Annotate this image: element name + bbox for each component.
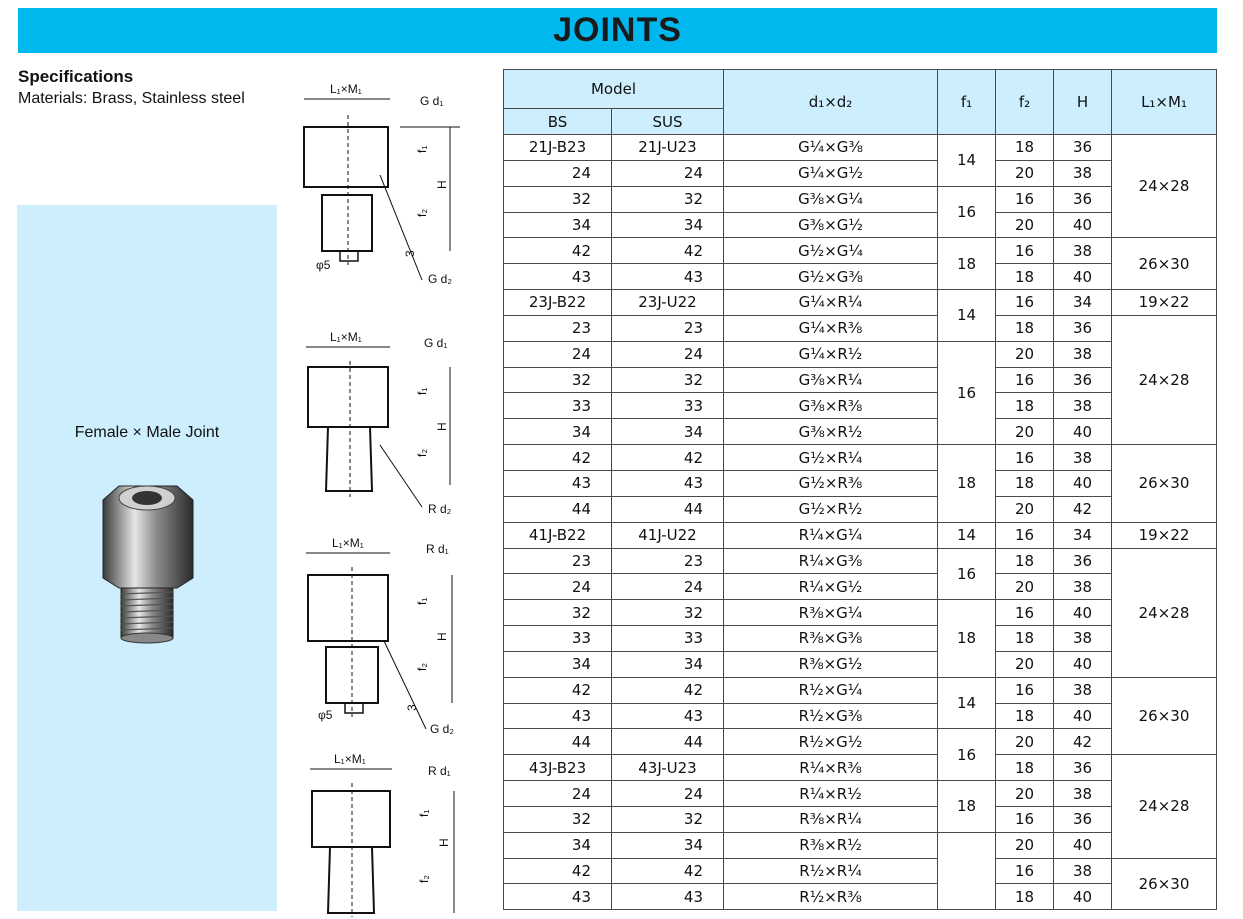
cell-f2: 16 — [996, 238, 1054, 264]
cell-d1d2: R¼×G⅜ — [724, 548, 938, 574]
cell-h: 38 — [1054, 574, 1112, 600]
cell-lm: 26×30 — [1112, 858, 1217, 910]
cell-bs: 43 — [504, 264, 612, 290]
cell-bs: 23 — [504, 315, 612, 341]
cell-h: 36 — [1054, 367, 1112, 393]
table-row — [504, 626, 1217, 652]
cell-d1d2: R½×R¼ — [724, 858, 938, 884]
cell-d1d2: G½×R½ — [724, 496, 938, 522]
cell-d1d2: G⅜×G¼ — [724, 186, 938, 212]
table-row — [504, 600, 1217, 626]
cell-f1: 16 — [938, 548, 996, 600]
cell-h: 34 — [1054, 522, 1112, 548]
table-row — [504, 212, 1217, 238]
cell-bs: 42 — [504, 677, 612, 703]
table-row — [504, 290, 1217, 316]
cell-sus: 43 — [612, 470, 724, 496]
header-bs: BS — [504, 109, 612, 135]
cell-lm: 24×28 — [1112, 755, 1217, 858]
cell-sus: 34 — [612, 419, 724, 445]
cell-bs: 33 — [504, 393, 612, 419]
cell-sus: 43 — [612, 884, 724, 910]
cell-sus: 24 — [612, 574, 724, 600]
header-d1d2: d₁×d₂ — [724, 70, 938, 135]
cell-sus: 42 — [612, 238, 724, 264]
header-lm: L₁×M₁ — [1112, 70, 1217, 135]
cell-d1d2: R⅜×G½ — [724, 651, 938, 677]
cell-d1d2: G⅜×G½ — [724, 212, 938, 238]
cell-f2: 18 — [996, 755, 1054, 781]
cell-f1: 18 — [938, 445, 996, 523]
table-row — [504, 858, 1217, 884]
cell-sus: 43 — [612, 264, 724, 290]
cell-d1d2: R½×G¼ — [724, 677, 938, 703]
cell-f2: 18 — [996, 548, 1054, 574]
cell-f1: 18 — [938, 781, 996, 833]
dim-f1-label-4: f₁ — [417, 809, 431, 817]
table-row — [504, 445, 1217, 471]
cell-lm: 19×22 — [1112, 290, 1217, 316]
cell-bs: 34 — [504, 212, 612, 238]
cell-sus: 33 — [612, 626, 724, 652]
cell-bs: 32 — [504, 600, 612, 626]
dim-h-label-2: H — [435, 422, 449, 431]
cell-f2: 18 — [996, 884, 1054, 910]
table-row — [504, 160, 1217, 186]
table-row — [504, 729, 1217, 755]
cell-lm: 24×28 — [1112, 135, 1217, 238]
cell-bs: 34 — [504, 419, 612, 445]
dim-gd1-label: G d₁ — [420, 94, 444, 108]
cell-sus: 32 — [612, 367, 724, 393]
cell-f2: 20 — [996, 781, 1054, 807]
header-model: Model — [504, 70, 724, 109]
table-row — [504, 781, 1217, 807]
cell-h: 38 — [1054, 393, 1112, 419]
cell-h: 42 — [1054, 496, 1112, 522]
dim-h-label-4: H — [437, 838, 451, 847]
cell-bs: 32 — [504, 806, 612, 832]
cell-sus: 44 — [612, 496, 724, 522]
cell-d1d2: R⅜×R¼ — [724, 806, 938, 832]
cell-f2: 20 — [996, 651, 1054, 677]
table-row — [504, 651, 1217, 677]
cell-bs: 42 — [504, 238, 612, 264]
cell-bs: 32 — [504, 367, 612, 393]
cell-f1: 14 — [938, 522, 996, 548]
dim-rd1-label-4: R d₁ — [428, 764, 451, 778]
cell-f2: 20 — [996, 419, 1054, 445]
dim-f2-label-3: f₂ — [415, 663, 429, 671]
cell-d1d2: G¼×R½ — [724, 341, 938, 367]
dim-f1-label-3: f₁ — [415, 597, 429, 605]
cell-f1: 18 — [938, 600, 996, 678]
joint-photo-icon — [97, 480, 197, 650]
cell-h: 40 — [1054, 600, 1112, 626]
cell-sus: 34 — [612, 212, 724, 238]
cell-sus: 21J-U23 — [612, 135, 724, 161]
dim-3-label-3: 3 — [405, 704, 419, 711]
header-f1: f₁ — [938, 70, 996, 135]
cell-lm: 24×28 — [1112, 315, 1217, 444]
cell-d1d2: G½×R⅜ — [724, 470, 938, 496]
cell-sus: 32 — [612, 600, 724, 626]
cell-bs: 33 — [504, 626, 612, 652]
table-row — [504, 884, 1217, 910]
cell-f1 — [938, 832, 996, 910]
materials-text: Materials: Brass, Stainless steel — [18, 90, 245, 107]
dim-phi-label-3: φ5 — [318, 708, 333, 722]
cell-bs: 43J-B23 — [504, 755, 612, 781]
cell-bs: 34 — [504, 651, 612, 677]
cell-bs: 41J-B22 — [504, 522, 612, 548]
cell-f2: 18 — [996, 470, 1054, 496]
drawing-male-male-rr — [290, 747, 490, 919]
dim-f2-label: f₂ — [415, 209, 429, 217]
cell-f2: 16 — [996, 445, 1054, 471]
header-f2: f₂ — [996, 70, 1054, 135]
cell-d1d2: R½×R⅜ — [724, 884, 938, 910]
dim-lm-label-4: L₁×M₁ — [334, 752, 366, 766]
dim-h-label: H — [435, 180, 449, 189]
table-row — [504, 832, 1217, 858]
cell-d1d2: G⅜×R½ — [724, 419, 938, 445]
cell-sus: 32 — [612, 186, 724, 212]
drawing-male-female-rg — [290, 537, 490, 747]
cell-f2: 20 — [996, 496, 1054, 522]
page-title: JOINTS — [553, 11, 682, 49]
cell-d1d2: G¼×G½ — [724, 160, 938, 186]
cell-bs: 34 — [504, 832, 612, 858]
cell-d1d2: G¼×G⅜ — [724, 135, 938, 161]
cell-bs: 42 — [504, 445, 612, 471]
cell-sus: 24 — [612, 160, 724, 186]
cell-h: 38 — [1054, 626, 1112, 652]
cell-sus: 42 — [612, 858, 724, 884]
cell-sus: 24 — [612, 341, 724, 367]
cell-d1d2: G¼×R⅜ — [724, 315, 938, 341]
cell-h: 40 — [1054, 703, 1112, 729]
cell-bs: 24 — [504, 574, 612, 600]
cell-f2: 16 — [996, 677, 1054, 703]
cell-d1d2: G½×G⅜ — [724, 264, 938, 290]
cell-lm: 19×22 — [1112, 522, 1217, 548]
joint-spec-table — [503, 69, 1217, 910]
dim-gd2-label: G d₂ — [428, 272, 452, 286]
cell-d1d2: G⅜×R¼ — [724, 367, 938, 393]
cell-f2: 20 — [996, 212, 1054, 238]
cell-f2: 20 — [996, 574, 1054, 600]
cell-h: 42 — [1054, 729, 1112, 755]
cell-f2: 16 — [996, 290, 1054, 316]
cell-d1d2: R¼×R½ — [724, 781, 938, 807]
cell-f2: 20 — [996, 160, 1054, 186]
table-row — [504, 574, 1217, 600]
cell-h: 38 — [1054, 677, 1112, 703]
cell-d1d2: G⅜×R⅜ — [724, 393, 938, 419]
cell-sus: 34 — [612, 832, 724, 858]
cell-bs: 23J-B22 — [504, 290, 612, 316]
cell-bs: 24 — [504, 160, 612, 186]
cell-d1d2: R½×G½ — [724, 729, 938, 755]
cell-bs: 32 — [504, 186, 612, 212]
cell-f2: 20 — [996, 832, 1054, 858]
cell-sus: 24 — [612, 781, 724, 807]
dim-f1-label: f₁ — [415, 145, 429, 153]
cell-sus: 23J-U22 — [612, 290, 724, 316]
table-row — [504, 186, 1217, 212]
cell-sus: 23 — [612, 315, 724, 341]
cell-sus: 33 — [612, 393, 724, 419]
dim-lm-label-3: L₁×M₁ — [332, 537, 364, 550]
table-row — [504, 548, 1217, 574]
table-row — [504, 419, 1217, 445]
cell-sus: 44 — [612, 729, 724, 755]
cell-bs: 24 — [504, 781, 612, 807]
dim-f1-label-2: f₁ — [415, 387, 429, 395]
cell-f2: 18 — [996, 135, 1054, 161]
header-h: H — [1054, 70, 1112, 135]
cell-f2: 16 — [996, 522, 1054, 548]
product-caption: Female × Male Joint — [74, 424, 220, 441]
table-row — [504, 135, 1217, 161]
cell-h: 40 — [1054, 651, 1112, 677]
cell-sus: 42 — [612, 445, 724, 471]
table-row — [504, 496, 1217, 522]
table-row — [504, 367, 1217, 393]
cell-f2: 16 — [996, 806, 1054, 832]
title-bar — [18, 8, 1217, 53]
cell-d1d2: R⅜×G¼ — [724, 600, 938, 626]
cell-sus: 41J-U22 — [612, 522, 724, 548]
cell-d1d2: G½×R¼ — [724, 445, 938, 471]
cell-f2: 20 — [996, 729, 1054, 755]
cell-f2: 18 — [996, 703, 1054, 729]
cell-sus: 43J-U23 — [612, 755, 724, 781]
cell-f2: 20 — [996, 341, 1054, 367]
cell-bs: 24 — [504, 341, 612, 367]
cell-h: 40 — [1054, 470, 1112, 496]
cell-f2: 16 — [996, 858, 1054, 884]
cell-lm: 24×28 — [1112, 548, 1217, 677]
cell-h: 38 — [1054, 445, 1112, 471]
cell-f1: 18 — [938, 238, 996, 290]
dim-gd2-label-3: G d₂ — [430, 722, 454, 736]
cell-f2: 18 — [996, 315, 1054, 341]
drawing-female-female-g — [290, 75, 490, 295]
cell-d1d2: R⅜×R½ — [724, 832, 938, 858]
cell-sus: 43 — [612, 703, 724, 729]
cell-sus: 42 — [612, 677, 724, 703]
cell-h: 36 — [1054, 315, 1112, 341]
table-row — [504, 703, 1217, 729]
cell-bs: 44 — [504, 729, 612, 755]
cell-d1d2: G¼×R¼ — [724, 290, 938, 316]
dim-lm-label: L₁×M₁ — [330, 82, 362, 96]
cell-bs: 43 — [504, 470, 612, 496]
specifications-heading: Specifications — [18, 67, 134, 86]
cell-h: 38 — [1054, 238, 1112, 264]
dim-rd2-label: R d₂ — [428, 502, 452, 516]
specifications — [18, 66, 245, 110]
cell-h: 34 — [1054, 290, 1112, 316]
cell-h: 40 — [1054, 832, 1112, 858]
cell-bs: 44 — [504, 496, 612, 522]
cell-d1d2: R¼×R⅜ — [724, 755, 938, 781]
cell-lm: 26×30 — [1112, 238, 1217, 290]
cell-f1: 16 — [938, 729, 996, 781]
dim-lm-label-2: L₁×M₁ — [330, 330, 362, 344]
cell-h: 38 — [1054, 858, 1112, 884]
cell-f1: 14 — [938, 677, 996, 729]
cell-lm: 26×30 — [1112, 677, 1217, 755]
cell-h: 36 — [1054, 806, 1112, 832]
cell-h: 38 — [1054, 341, 1112, 367]
dim-3-label: 3 — [403, 250, 417, 257]
cell-d1d2: R⅜×G⅜ — [724, 626, 938, 652]
cell-f2: 16 — [996, 367, 1054, 393]
table-row — [504, 315, 1217, 341]
cell-d1d2: G½×G¼ — [724, 238, 938, 264]
cell-sus: 34 — [612, 651, 724, 677]
table-row — [504, 264, 1217, 290]
product-panel — [17, 205, 277, 911]
cell-bs: 43 — [504, 703, 612, 729]
table-row — [504, 238, 1217, 264]
dim-phi-label: φ5 — [316, 258, 331, 272]
cell-f2: 18 — [996, 626, 1054, 652]
cell-h: 36 — [1054, 548, 1112, 574]
cell-h: 36 — [1054, 135, 1112, 161]
cell-sus: 32 — [612, 806, 724, 832]
cell-d1d2: R¼×G¼ — [724, 522, 938, 548]
cell-h: 40 — [1054, 212, 1112, 238]
cell-lm: 26×30 — [1112, 445, 1217, 523]
cell-sus: 23 — [612, 548, 724, 574]
cell-d1d2: R¼×G½ — [724, 574, 938, 600]
cell-f1: 16 — [938, 186, 996, 238]
cell-f1: 14 — [938, 290, 996, 342]
cell-h: 38 — [1054, 781, 1112, 807]
cell-bs: 23 — [504, 548, 612, 574]
dim-h-label-3: H — [435, 632, 449, 641]
cell-f1: 16 — [938, 341, 996, 444]
dim-rd1-label: R d₁ — [426, 542, 449, 556]
cell-bs: 43 — [504, 884, 612, 910]
cell-f1: 14 — [938, 135, 996, 187]
table-row — [504, 470, 1217, 496]
cell-f2: 18 — [996, 264, 1054, 290]
dim-f2-label-4: f₂ — [417, 875, 431, 883]
cell-h: 40 — [1054, 884, 1112, 910]
cell-bs: 21J-B23 — [504, 135, 612, 161]
cell-h: 36 — [1054, 755, 1112, 781]
cell-h: 40 — [1054, 264, 1112, 290]
cell-h: 36 — [1054, 186, 1112, 212]
cell-h: 38 — [1054, 160, 1112, 186]
dim-gd1-label-2: G d₁ — [424, 336, 448, 350]
cell-f2: 16 — [996, 600, 1054, 626]
table-row — [504, 806, 1217, 832]
header-sus: SUS — [612, 109, 724, 135]
table-row — [504, 522, 1217, 548]
cell-f2: 18 — [996, 393, 1054, 419]
dim-f2-label-2: f₂ — [415, 449, 429, 457]
table-row — [504, 677, 1217, 703]
dimension-drawings — [290, 75, 490, 919]
drawing-female-male-gr — [290, 325, 490, 525]
cell-f2: 16 — [996, 186, 1054, 212]
table-row — [504, 755, 1217, 781]
cell-h: 40 — [1054, 419, 1112, 445]
table-row — [504, 393, 1217, 419]
cell-d1d2: R½×G⅜ — [724, 703, 938, 729]
cell-bs: 42 — [504, 858, 612, 884]
table-row — [504, 341, 1217, 367]
